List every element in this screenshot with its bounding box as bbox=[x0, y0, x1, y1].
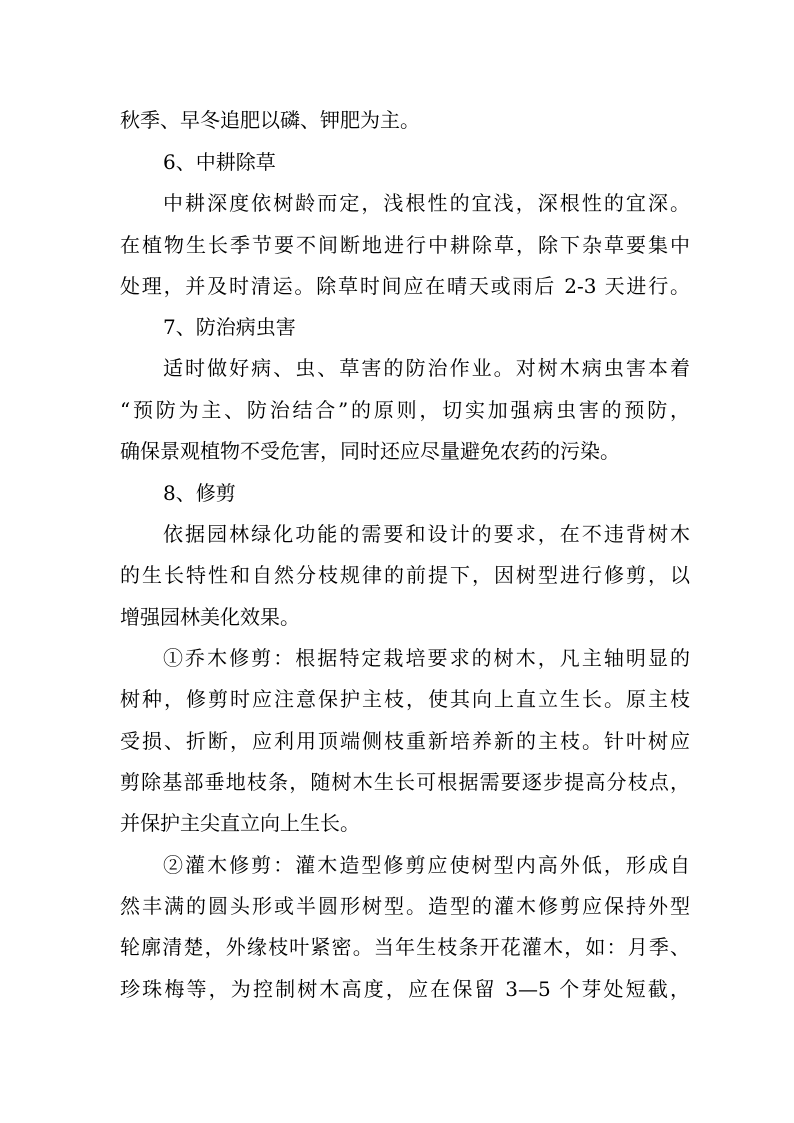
paragraph-line: 珍珠梅等，为控制树木高度，应在保留 3—5 个芽处短截， bbox=[120, 977, 690, 1001]
paragraph-line: 适时做好病、虫、草害的防治作业。对树木病虫害本着 bbox=[163, 356, 690, 380]
paragraph-line: 在植物生长季节要不间断地进行中耕除草，除下杂草要集中 bbox=[120, 233, 690, 257]
paragraph-line: 并保护主尖直立向上生长。 bbox=[120, 811, 360, 835]
paragraph-line: 秋季、早冬追肥以磷、钾肥为主。 bbox=[120, 108, 420, 132]
paragraph-line: 确保景观植物不受危害，同时还应尽量避免农药的污染。 bbox=[120, 439, 620, 463]
paragraph-line: 依据园林绿化功能的需要和设计的要求，在不违背树木 bbox=[163, 522, 690, 546]
paragraph-line: 的生长特性和自然分枝规律的前提下，因树型进行修剪，以 bbox=[120, 563, 690, 587]
paragraph-line: 中耕深度依树龄而定，浅根性的宜浅，深根性的宜深。 bbox=[163, 191, 690, 215]
paragraph-line: 轮廓清楚，外缘枝叶紧密。当年生枝条开花灌木，如：月季、 bbox=[120, 935, 690, 959]
section-heading-6: 6、中耕除草 bbox=[163, 150, 276, 174]
paragraph-line: “预防为主、防治结合”的原则，切实加强病虫害的预防， bbox=[120, 398, 690, 422]
paragraph-line: ①乔木修剪：根据特定栽培要求的树木，凡主轴明显的 bbox=[163, 646, 690, 670]
section-heading-8: 8、修剪 bbox=[163, 481, 236, 505]
paragraph-line: 受损、折断，应利用顶端侧枝重新培养新的主枝。针叶树应 bbox=[120, 729, 690, 753]
section-heading-7: 7、防治病虫害 bbox=[163, 315, 296, 339]
paragraph-line: 树种，修剪时应注意保护主枝，使其向上直立生长。原主枝 bbox=[120, 687, 690, 711]
paragraph-line: 增强园林美化效果。 bbox=[120, 605, 300, 629]
paragraph-line: ②灌木修剪：灌木造型修剪应使树型内高外低，形成自 bbox=[163, 853, 690, 877]
paragraph-line: 剪除基部垂地枝条，随树木生长可根据需要逐步提高分枝点， bbox=[120, 770, 690, 794]
paragraph-line: 处理，并及时清运。除草时间应在晴天或雨后 2-3 天进行。 bbox=[120, 274, 690, 298]
paragraph-line: 然丰满的圆头形或半圆形树型。造型的灌木修剪应保持外型 bbox=[120, 894, 690, 918]
